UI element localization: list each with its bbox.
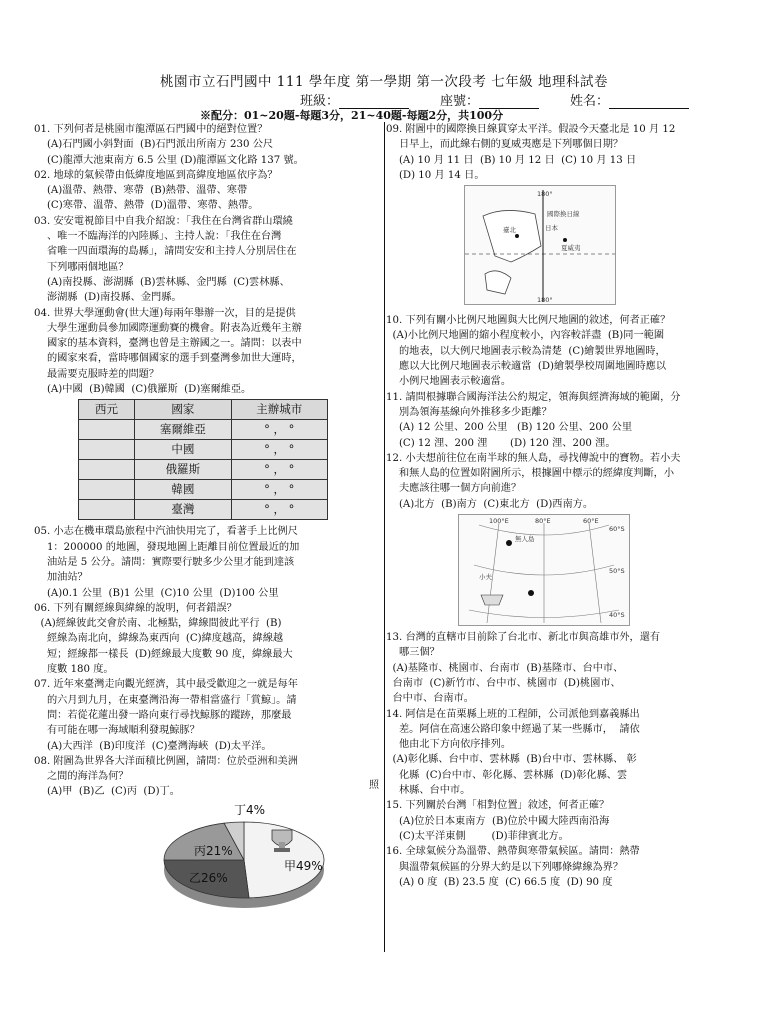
question-q12 — [386, 451, 752, 512]
table-cell-city: ° ， ° — [231, 480, 327, 500]
question-line: (A)彰化縣、台中市、雲林縣 (B)台中市、雲林縣、 彰 — [386, 754, 637, 766]
question-line: 夫應該往哪一個方向前進？ — [386, 483, 522, 495]
question-q02 — [34, 168, 378, 214]
name-field — [570, 90, 689, 109]
question-line: 09. 附圖中的國際換日線貫穿太平洋。假設今天臺北是 10 月 12 — [386, 124, 676, 135]
question-line: (A)經線彼此交會於南、北極點，緯線間彼此平行 (B) — [34, 618, 282, 630]
table-row — [79, 440, 328, 460]
question-line: (D) 10 月 14 日。 — [386, 169, 485, 181]
question-line: (A)位於日本東南方 (B)位於中國大陸西南沿海 — [386, 815, 610, 827]
boat-icon — [481, 595, 503, 605]
question-line: 日早上，而此線右側的夏威夷應是下列哪個日期？ — [386, 139, 624, 151]
table-cell-city: ° ， ° — [231, 500, 327, 520]
question-group-3 — [386, 122, 752, 183]
pie-slice-label: 丁4% — [234, 802, 266, 817]
person-dot — [528, 590, 534, 596]
question-q01 — [34, 122, 378, 168]
question-q04 — [34, 306, 378, 398]
question-line: 度數 180 度。 — [34, 664, 114, 676]
question-line: 下列哪兩個地區？ — [34, 261, 129, 273]
table-cell-country: 俄羅斯 — [135, 460, 231, 480]
question-line: 澎湖縣 (D)南投縣、金門縣。 — [34, 292, 182, 304]
question-line: 11. 請問根據聯合國海洋法公約規定，領海與經濟海域的範圍，分 — [386, 391, 681, 403]
pie-slice-label: 丙21% — [194, 843, 233, 858]
question-line: 應以大比例尺地圖表示較適當 (D)繪製學校周圍地圖時應以 — [386, 361, 667, 373]
question-line: 國家的基本資料，臺灣也曾是主辦國之一。請問：以表中 — [34, 338, 302, 350]
table-header-row — [79, 400, 328, 420]
question-line: (A)中國 (B)韓國 (C)俄羅斯 (D)塞爾維亞。 — [34, 384, 252, 396]
question-line: 他由北下方向依序排列。 — [386, 739, 512, 751]
question-line: (A)石門國小斜對面 (B)石門派出所南方 230 公尺 — [34, 139, 274, 151]
question-line: 的國家來看，當時哪個國家的選手到臺灣參加世大運時， — [34, 353, 302, 365]
question-line: 台中市、台南市。 — [386, 693, 474, 705]
question-line: 最需要克服時差的問題？ — [34, 368, 160, 380]
question-q08 — [34, 754, 378, 800]
table-row — [79, 500, 328, 520]
table-cell-year — [79, 500, 135, 520]
map1-bottom-label: 180° — [537, 296, 553, 305]
table-cell-country: 韓國 — [135, 480, 231, 500]
question-line: 07. 近年來臺灣走向觀光經濟，其中最受歡迎之一就是每年 — [34, 679, 298, 691]
table-cell-country: 中國 — [135, 440, 231, 460]
question-line: 短；經線都一樣長 (D)經線最大度數 90 度，緯線最大 — [34, 648, 293, 660]
table-cell-year — [79, 460, 135, 480]
left-column — [34, 122, 378, 915]
question-line: 15. 下列關於台灣「相對位置」敘述，何者正確？ — [386, 800, 610, 812]
question-line: (A) 0 度 (B) 23.5 度 (C) 66.5 度 (D) 90 度 — [386, 876, 613, 888]
question-q13 — [386, 630, 752, 706]
map1-top-label: 180° — [537, 190, 553, 199]
pie-slice-label: 甲49% — [284, 858, 323, 873]
table-header-cell: 國家 — [135, 400, 231, 420]
question-line: 化縣 (C)台中市、彰化縣、雲林縣 (D)彰化縣、雲 — [386, 769, 628, 781]
name-blank[interactable] — [609, 96, 689, 109]
table-row — [79, 420, 328, 440]
question-line: 05. 小志在機車環島旅程中汽油快用完了，看著手上比例尺 — [34, 526, 298, 538]
question-line: 哪三個？ — [386, 647, 440, 659]
question-line: 1：200000 的地圖，發現地圖上距離目前位置最近的加 — [34, 541, 300, 553]
question-line: 和無人島的位置如附圖所示，根據圖中標示的經緯度判斷，小 — [386, 468, 675, 480]
question-line: 、唯一不臨海洋的內陸縣」、主持人說：「我住在台灣 — [34, 231, 282, 243]
question-line: 12. 小夫想前往位在南半球的無人島，尋找傳說中的寶物。若小夫 — [386, 452, 681, 464]
question-line: 10. 下列有關小比例尺地圖與大比例尺地圖的敘述，何者正確？ — [386, 315, 671, 327]
table-cell-city: ° ， ° — [231, 420, 327, 440]
taipei-dot — [515, 234, 519, 238]
column-divider — [384, 122, 385, 952]
question-q07 — [34, 677, 378, 753]
date-line-map — [464, 185, 616, 305]
hawaii-dot — [563, 238, 567, 242]
lon-label-3: 60°E — [583, 517, 599, 526]
island-grid-map — [458, 514, 630, 626]
asia-landmass — [483, 211, 541, 263]
question-group-2 — [34, 524, 378, 799]
seat-label: 座號： — [440, 94, 480, 109]
table-cell-year — [79, 440, 135, 460]
question-q11 — [386, 390, 752, 451]
question-line: 小例尺地圖表示較適當。 — [386, 376, 512, 388]
hawaii-label: 夏威夷 — [561, 244, 581, 253]
question-line: (A)溫帶、熱帶、寒帶 (B)熱帶、溫帶、寒帶 — [34, 185, 248, 197]
question-line: 13. 台灣的直轄市目前除了台北市、新北市與高雄市外，還有 — [386, 632, 661, 644]
lat-label-1: 60°S — [609, 525, 625, 534]
question-line: 別為領海基線向外推移多少距離？ — [386, 406, 552, 418]
question-q15 — [386, 798, 752, 844]
question-q06 — [34, 601, 378, 677]
question-line: (A)0.1 公里 (B)1 公里 (C)10 公里 (D)100 公里 — [34, 587, 279, 599]
question-line: 經線為南北向，緯線為東西向 (C)緯度越高，緯線越 — [34, 633, 284, 645]
table-header-cell: 西元 — [79, 400, 135, 420]
question-line: 08. 附圖為世界各大洋面積比例圖，請問：位於亞洲和美洲 — [34, 755, 298, 767]
table-body — [79, 420, 328, 520]
scoring-note: ※配分：01~20題-每題3分，21~40題-每題2分，共100分 — [200, 109, 504, 122]
exam-title: 桃園市立石門國中 111 學年度 第一學期 第一次段考 七年級 地理科試卷 — [159, 74, 608, 90]
pie-slice-label: 乙26% — [189, 870, 228, 885]
side-character: 照 — [369, 780, 379, 791]
question-group-5 — [386, 630, 752, 890]
universiade-table — [78, 399, 328, 520]
question-group-4 — [386, 313, 752, 512]
table-cell-city: ° ， ° — [231, 440, 327, 460]
question-group-1 — [34, 122, 378, 397]
question-line: 林縣、台中市。 — [386, 785, 471, 797]
question-q16 — [386, 844, 752, 890]
person-label: 小夫 — [479, 573, 492, 582]
lon-label-1: 100°E — [489, 517, 509, 526]
right-column — [386, 122, 752, 890]
question-line: (A)北方 (B)南方 (C)東北方 (D)西南方。 — [386, 498, 594, 510]
lat-label-3: 40°S — [609, 611, 625, 620]
island-label: 無人島 — [515, 535, 535, 544]
lon-label-2: 80°E — [535, 517, 551, 526]
table-cell-year — [79, 420, 135, 440]
question-line: 04. 世界大學運動會(世大運)每兩年舉辦一次，目的是提供 — [34, 307, 296, 319]
question-line: (A)小比例尺地圖的縮小程度較小，內容較詳盡 (B)同一範圍 — [386, 330, 665, 342]
question-line: (A)基隆市、桃園市、台南市 (B)基隆市、台中市、 — [386, 662, 624, 674]
class-label: 班級： — [300, 94, 340, 109]
question-line: (C)太平洋東側 (D)菲律賓北方。 — [386, 830, 569, 842]
question-line: (A) 12 公里、200 公里 (B) 120 公里、200 公里 — [386, 422, 633, 434]
table-header-cell: 主辦城市 — [231, 400, 327, 420]
island-dot — [506, 540, 512, 546]
question-line: (A)甲 (B)乙 (C)丙 (D)丁。 — [34, 786, 180, 798]
question-line: 差。阿信在高速公路印象中經過了某一些縣市， 請依 — [386, 723, 640, 735]
question-line: 有可能在哪一海域順利發現鯨豚？ — [34, 725, 200, 737]
question-q14 — [386, 707, 752, 799]
question-line: 省唯一四面環海的島縣」，請問安安和主持人分別居住在 — [34, 246, 297, 258]
name-label: 姓名： — [570, 94, 610, 109]
question-line: 03. 安安電視節目中自我介紹說：「我住在台灣省群山環繞 — [34, 215, 293, 227]
question-line: (C) 12 浬、200 浬 (D) 120 浬、200 浬。 — [386, 437, 616, 449]
table-cell-year — [79, 480, 135, 500]
question-q03 — [34, 214, 378, 306]
question-line: 大學生運動員參加國際運動賽的機會。附表為近幾年主辦 — [34, 322, 302, 334]
question-line: 的六月到九月，在東臺灣沿海一帶相當盛行「賞鯨」。請 — [34, 694, 297, 706]
question-line: 16. 全球氣候分為溫帶、熱帶與寒帶氣候區。請問：熱帶 — [386, 846, 640, 858]
question-q09 — [386, 122, 752, 183]
question-line: 台南市 (C)新竹市、台中市、桃園市 (D)桃園市、 — [386, 677, 621, 689]
japan-label: 日本 — [545, 224, 558, 233]
question-line: 02. 地球的氣候帶由低緯度地區到高緯度地區依序為？ — [34, 169, 278, 181]
question-line: 的地表，以大例尺地圖表示較為清楚 (C)繪製世界地圖時， — [386, 345, 666, 357]
lon-line-60 — [589, 523, 601, 623]
australia-landmass — [485, 271, 511, 294]
question-line: (A) 10 月 11 日 (B) 10 月 12 日 (C) 10 月 13 日 — [386, 154, 637, 166]
question-q05 — [34, 524, 378, 600]
trophy-icon — [272, 830, 292, 852]
question-line: 問：若從花蓮出發一路向東行尋找鯨豚的蹤跡，那麼最 — [34, 709, 292, 721]
lat-label-2: 50°S — [609, 567, 625, 576]
question-line: (C)寒帶、溫帶、熱帶 (D)溫帶、寒帶、熱帶。 — [34, 200, 259, 212]
question-line: 01. 下列何者是桃園市龍潭區石門國中的絕對位置？ — [34, 124, 268, 135]
table-cell-country: 塞爾維亞 — [135, 420, 231, 440]
question-line: 之間的海洋為何？ — [34, 771, 129, 783]
question-line: 油站是 5 公分。請問：實際要行駛多少公里才能到達該 — [34, 556, 295, 568]
question-q10 — [386, 313, 752, 389]
table-row — [79, 460, 328, 480]
table-cell-country: 臺灣 — [135, 500, 231, 520]
question-line: 與溫帶氣候區的分界大約是以下列哪條緯線為界？ — [386, 861, 624, 873]
question-line: (A)大西洋 (B)印度洋 (C)臺灣海峽 (D)太平洋。 — [34, 740, 272, 752]
question-line: 加油站？ — [34, 572, 88, 584]
question-line: (A)南投縣、澎湖縣 (B)雲林縣、金門縣 (C)雲林縣、 — [34, 276, 290, 288]
taipei-label: 臺北 — [503, 226, 516, 235]
question-line: (C)龍潭大池東南方 6.5 公里 (D)龍潭區文化路 137 號。 — [34, 154, 304, 166]
table-cell-city: ° ， ° — [231, 460, 327, 480]
ocean-area-pie-chart — [134, 800, 374, 910]
question-line: 06. 下列有關經線與緯線的說明，何者錯誤？ — [34, 602, 237, 614]
date-line-label: 國際換日線 — [547, 210, 580, 219]
table-row — [79, 480, 328, 500]
question-line: 14. 阿信是在苗栗縣上班的工程師，公司派他到嘉義縣出 — [386, 708, 640, 720]
